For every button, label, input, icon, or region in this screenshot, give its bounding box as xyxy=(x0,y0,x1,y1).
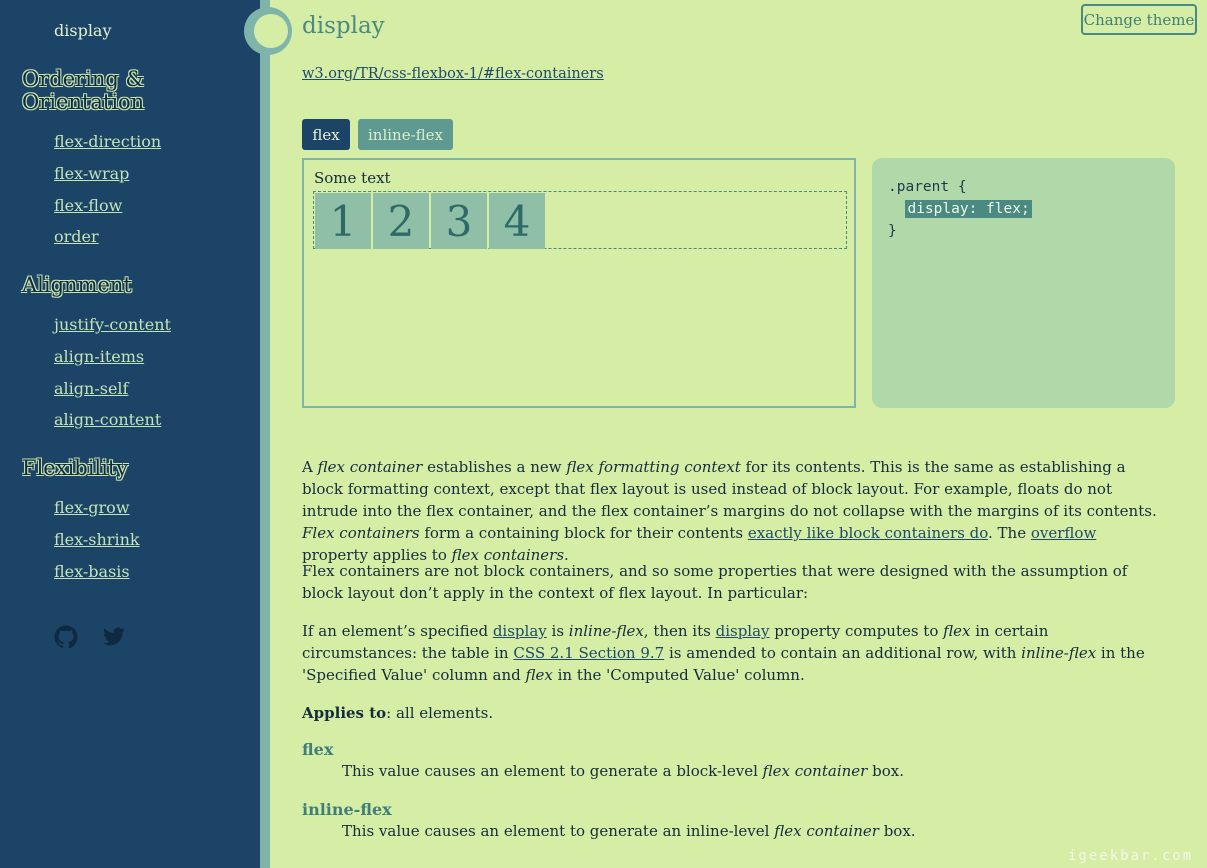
sidebar-item-align-items[interactable]: align-items xyxy=(54,347,145,366)
watermark: igeekbar.com xyxy=(1068,848,1194,864)
sidebar-item-flex-grow[interactable]: flex-grow xyxy=(54,498,130,517)
code-line xyxy=(888,198,1159,220)
code-highlight: display: flex; xyxy=(907,201,1030,217)
sidebar-item-order[interactable]: order xyxy=(54,227,99,246)
section-heading-flexibility: Flexibility xyxy=(22,456,129,480)
text: is xyxy=(546,622,569,640)
text: for its contents. This is the same as establishing a block formatting context, except that flex layout is used instead of block layout. For example, floats do not intrude into the flex container, and the flex container’s margins do not collapse with the margins of its contents. xyxy=(302,458,1157,520)
sidebar-item-display[interactable]: display xyxy=(54,21,112,40)
term: flex container xyxy=(762,762,868,780)
demo-panel xyxy=(302,158,856,408)
text: property computes to xyxy=(769,622,944,640)
twitter-icon[interactable] xyxy=(102,625,126,649)
display-link[interactable]: display xyxy=(715,622,770,640)
css21-section-link[interactable]: CSS 2.1 Section 9.7 xyxy=(513,644,665,662)
code-panel xyxy=(872,158,1175,408)
term: flex containers xyxy=(451,546,565,564)
tab-inline-flex[interactable]: inline-flex xyxy=(358,119,453,150)
section-heading-alignment: Alignment xyxy=(22,273,132,297)
spec-link[interactable]: w3.org/TR/css-flexbox-1/#flex-containers xyxy=(302,66,604,82)
text: box. xyxy=(867,762,904,780)
text: in the 'Computed Value' column. xyxy=(552,666,805,684)
applies-to xyxy=(302,702,1164,724)
change-theme-button[interactable]: Change theme xyxy=(1081,4,1197,35)
text: A xyxy=(302,458,318,476)
block-containers-link[interactable]: exactly like block containers do xyxy=(747,524,988,542)
code-line: .parent { xyxy=(888,179,967,195)
description-paragraph xyxy=(302,456,1164,566)
sidebar-item-align-content[interactable]: align-content xyxy=(54,410,162,429)
text: If an element’s specified xyxy=(302,622,493,640)
sidebar-item-justify-content[interactable]: justify-content xyxy=(54,315,171,334)
section-heading-ordering: Ordering & Orientation xyxy=(22,67,145,114)
text: in certain circumstances: the table in xyxy=(302,622,1049,662)
value-description xyxy=(342,762,904,780)
applies-label: Applies to xyxy=(302,704,387,722)
description-paragraph xyxy=(302,620,1164,686)
term: inline-flex xyxy=(1021,644,1097,662)
value-term-flex: flex xyxy=(302,740,334,759)
sidebar-item-flex-flow[interactable]: flex-flow xyxy=(54,196,123,215)
overflow-link[interactable]: overflow xyxy=(1030,524,1097,542)
term: flex container xyxy=(317,458,423,476)
text: box. xyxy=(878,822,916,840)
text: is amended to contain an additional row, with xyxy=(664,644,1022,662)
sidebar-item-flex-shrink[interactable]: flex-shrink xyxy=(54,530,140,549)
flex-item: 4 xyxy=(489,193,545,249)
term: flex xyxy=(525,666,553,684)
term: flex container xyxy=(774,822,879,840)
display-link[interactable]: display xyxy=(492,622,547,640)
term: inline-flex xyxy=(568,622,644,640)
text: form a containing block for their contents xyxy=(419,524,748,542)
sidebar-edge xyxy=(260,0,270,868)
flex-container-demo xyxy=(313,191,847,249)
term: flex xyxy=(943,622,971,640)
sidebar xyxy=(0,0,260,868)
flex-item: 1 xyxy=(315,193,371,249)
sidebar-item-align-self[interactable]: align-self xyxy=(54,379,129,398)
text: . xyxy=(564,546,569,564)
text: This value causes an element to generate a block-level xyxy=(342,762,763,780)
code-line: } xyxy=(888,223,897,239)
text: , then its xyxy=(643,622,716,640)
text: This value causes an element to generate an inline-level xyxy=(342,822,775,840)
value-term-inline-flex: inline-flex xyxy=(302,800,392,819)
page-title: display xyxy=(302,13,385,39)
tab-flex[interactable]: flex xyxy=(302,119,350,150)
sidebar-toggle-button[interactable] xyxy=(254,14,288,48)
value-description xyxy=(342,822,916,840)
sidebar-item-flex-wrap[interactable]: flex-wrap xyxy=(54,164,130,183)
flex-item: 2 xyxy=(373,193,429,249)
term: Flex containers xyxy=(302,524,420,542)
text: . The xyxy=(988,524,1031,542)
demo-text: Some text xyxy=(314,169,391,187)
github-icon[interactable] xyxy=(54,625,78,649)
text: establishes a new xyxy=(422,458,567,476)
sidebar-item-flex-direction[interactable]: flex-direction xyxy=(54,132,162,151)
applies-value: : all elements. xyxy=(386,704,494,722)
flex-item: 3 xyxy=(431,193,487,249)
text: in the 'Specified Value' column and xyxy=(302,644,1145,684)
sidebar-item-flex-basis[interactable]: flex-basis xyxy=(54,562,130,581)
text: property applies to xyxy=(302,546,452,564)
description-paragraph: Flex containers are not block containers, and so some properties that were designed with the assumption of block layout don’t apply in the context of flex layout. In particular: xyxy=(302,562,1128,602)
term: flex formatting context xyxy=(566,458,741,476)
